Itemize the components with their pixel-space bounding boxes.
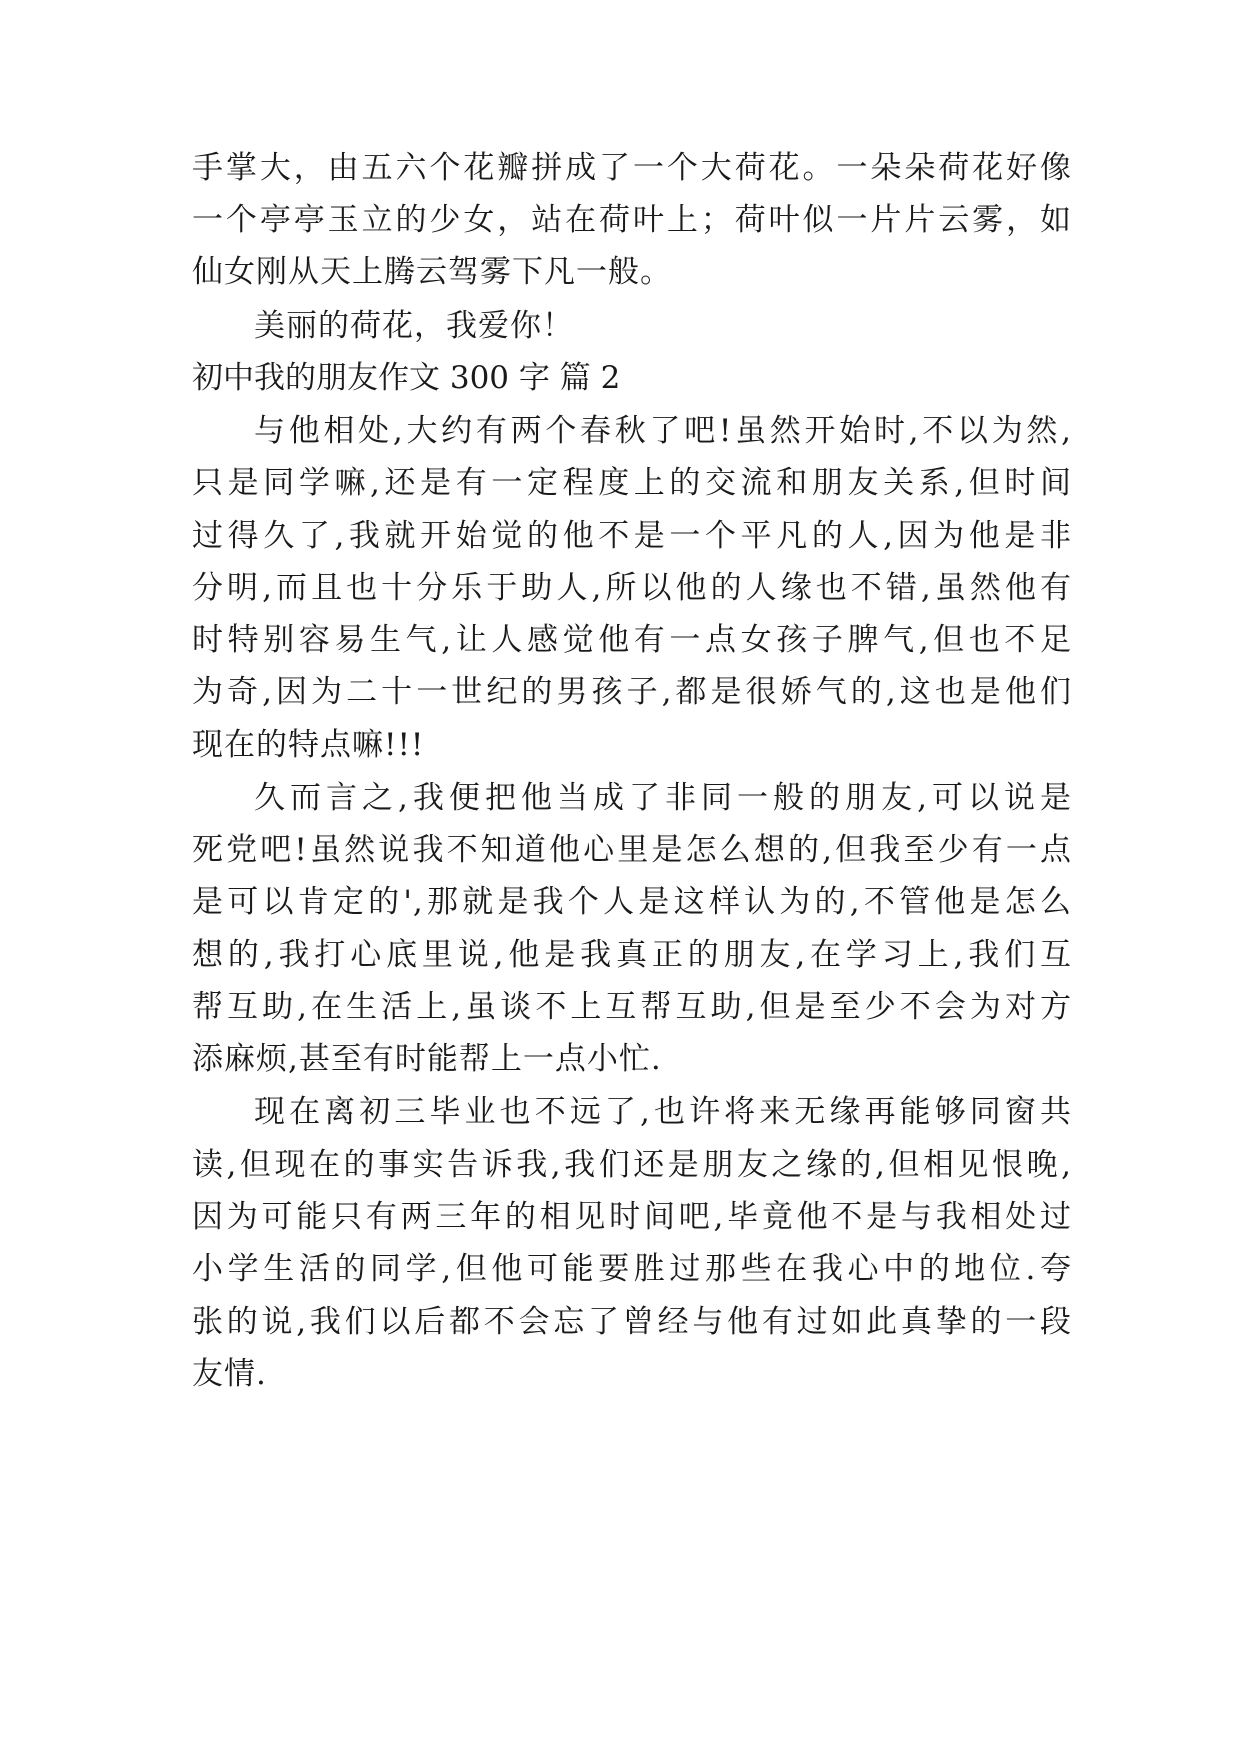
section-heading: 初中我的朋友作文 300 字 篇 2: [192, 360, 621, 396]
paragraph-line: 久而言之,我便把他当成了非同一般的朋友,可以说是: [254, 780, 1072, 816]
paragraph-line: 手掌大，由五六个花瓣拼成了一个大荷花。一朵朵荷花好像: [192, 150, 1072, 186]
paragraph-line: 只是同学嘛,还是有一定程度上的交流和朋友关系,但时间: [192, 465, 1072, 501]
paragraph-line: 过得久了,我就开始觉的他不是一个平凡的人,因为他是非: [192, 518, 1072, 554]
paragraph-line: 时特别容易生气,让人感觉他有一点女孩子脾气,但也不足: [192, 622, 1072, 658]
paragraph-line: 仙女刚从天上腾云驾雾下凡一般。: [192, 254, 672, 290]
paragraph-line: 一个亭亭玉立的少女，站在荷叶上；荷叶似一片片云雾，如: [192, 202, 1072, 238]
paragraph-line: 读,但现在的事实告诉我,我们还是朋友之缘的,但相见恨晚,: [192, 1147, 1072, 1183]
paragraph-line: 与他相处,大约有两个春秋了吧!虽然开始时,不以为然,: [254, 413, 1072, 449]
paragraph-line: 友情.: [192, 1356, 267, 1392]
paragraph-line: 张的说,我们以后都不会忘了曾经与他有过如此真挚的一段: [192, 1304, 1072, 1340]
paragraph-line: 添麻烦,甚至有时能帮上一点小忙.: [192, 1041, 662, 1077]
paragraph-line: 帮互助,在生活上,虽谈不上互帮互助,但是至少不会为对方: [192, 989, 1072, 1025]
paragraph-line: 为奇,因为二十一世纪的男孩子,都是很娇气的,这也是他们: [192, 674, 1072, 710]
paragraph-line: 死党吧!虽然说我不知道他心里是怎么想的,但我至少有一点: [192, 832, 1072, 868]
paragraph-line: 因为可能只有两三年的相见时间吧,毕竟他不是与我相处过: [192, 1199, 1072, 1235]
paragraph-line: 现在的特点嘛!!!: [192, 727, 425, 763]
paragraph-line: 美丽的荷花，我爱你！: [254, 308, 574, 344]
paragraph-line: 是可以肯定的',那就是我个人是这样认为的,不管他是怎么: [192, 884, 1072, 920]
paragraph-line: 分明,而且也十分乐于助人,所以他的人缘也不错,虽然他有: [192, 570, 1072, 606]
paragraph-line: 现在离初三毕业也不远了,也许将来无缘再能够同窗共: [254, 1094, 1072, 1130]
paragraph-line: 想的,我打心底里说,他是我真正的朋友,在学习上,我们互: [192, 937, 1072, 973]
paragraph-line: 小学生活的同学,但他可能要胜过那些在我心中的地位.夸: [192, 1251, 1072, 1287]
